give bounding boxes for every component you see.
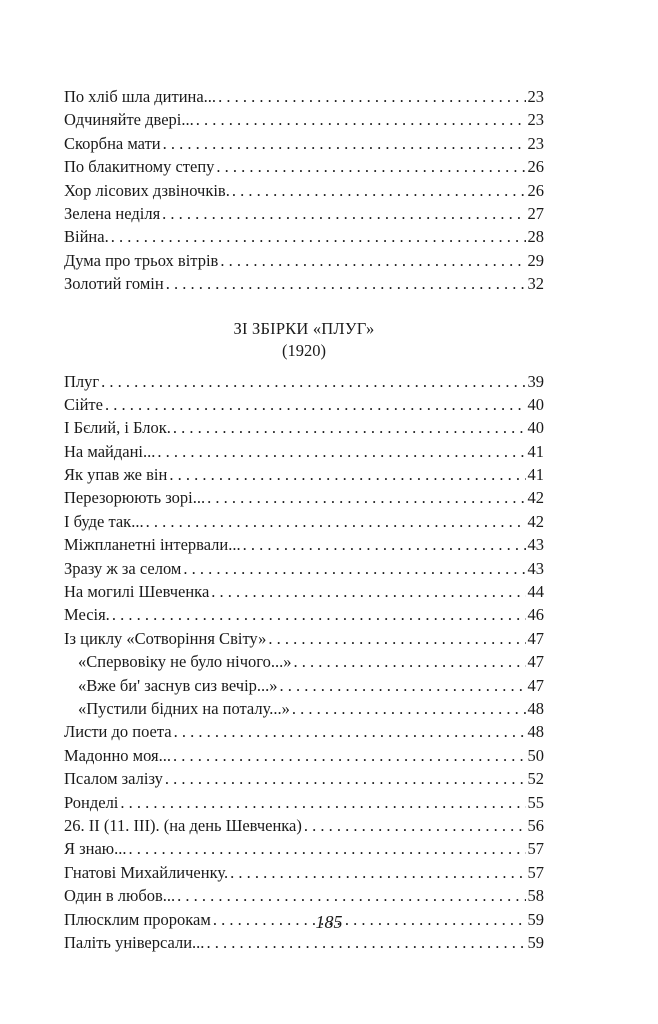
dot-leader	[120, 791, 525, 814]
toc-entry-title: Золотий гомін	[64, 274, 164, 294]
toc-entry-page: 48	[527, 698, 544, 718]
toc-entry-page: 26	[527, 180, 544, 200]
toc-list-top	[64, 85, 544, 296]
toc-entry	[64, 416, 544, 439]
toc-entry	[64, 720, 544, 743]
toc-entry-title: Ронделі	[64, 792, 119, 812]
toc-entry-title: Листи до поета	[64, 722, 172, 742]
toc-entry	[64, 370, 544, 393]
dot-leader	[304, 814, 526, 837]
dot-leader	[101, 370, 525, 393]
toc-entry	[64, 697, 544, 720]
dot-leader	[162, 202, 525, 225]
toc-entry	[64, 627, 544, 650]
dot-leader	[157, 440, 525, 463]
toc-entry-page: 52	[527, 769, 544, 789]
dot-leader	[207, 486, 525, 509]
toc-entry-title: «Вже би' заснув сиз вечір...»	[78, 675, 278, 695]
toc-list-section	[64, 370, 544, 955]
dot-leader	[232, 179, 526, 202]
toc-entry-page: 43	[527, 535, 544, 555]
toc-entry-page: 26	[527, 157, 544, 177]
toc-entry	[64, 931, 544, 954]
toc-entry-page: 59	[527, 909, 544, 929]
toc-entry-page: 40	[527, 394, 544, 414]
toc-entry-title: Хор лісових дзвіночків.	[64, 180, 230, 200]
toc-entry-page: 29	[527, 250, 544, 270]
toc-entry	[64, 85, 544, 108]
toc-entry-title: І буде так...	[64, 511, 144, 531]
toc-entry-page: 32	[527, 274, 544, 294]
dot-leader	[230, 861, 525, 884]
dot-leader	[218, 85, 525, 108]
toc-page	[64, 85, 544, 954]
toc-entry-title: Одчиняйте двері...	[64, 110, 194, 130]
toc-entry-page: 23	[527, 133, 544, 153]
toc-entry-page: 50	[527, 745, 544, 765]
toc-entry-page: 23	[527, 110, 544, 130]
toc-entry-page: 48	[527, 722, 544, 742]
dot-leader	[206, 931, 525, 954]
toc-entry	[64, 225, 544, 248]
toc-entry-title: На могилі Шевченка	[64, 582, 210, 602]
dot-leader	[174, 720, 526, 743]
toc-entry-page: 47	[527, 675, 544, 695]
toc-entry	[64, 249, 544, 272]
toc-entry-title: На майдані...	[64, 441, 156, 461]
toc-entry	[64, 603, 544, 626]
toc-entry	[64, 650, 544, 673]
dot-leader	[166, 272, 526, 295]
dot-leader	[280, 674, 526, 697]
toc-entry-page: 56	[527, 815, 544, 835]
toc-entry	[64, 463, 544, 486]
toc-entry-page: 39	[527, 371, 544, 391]
toc-entry-title: І Бєлий, і Блок.	[64, 418, 171, 438]
toc-entry-title: Один в любов...	[64, 886, 176, 906]
toc-entry-title: Війна.	[64, 227, 109, 247]
section-heading	[64, 318, 544, 362]
toc-entry	[64, 132, 544, 155]
dot-leader	[211, 580, 525, 603]
dot-leader	[129, 837, 526, 860]
dot-leader	[196, 108, 526, 131]
toc-entry	[64, 674, 544, 697]
toc-entry-title: Скорбна мати	[64, 133, 161, 153]
toc-entry-title: Зразу ж за селом	[64, 558, 182, 578]
dot-leader	[165, 767, 526, 790]
toc-entry-page: 23	[527, 87, 544, 106]
dot-leader	[111, 225, 526, 248]
dot-leader	[173, 416, 526, 439]
toc-entry	[64, 108, 544, 131]
toc-entry	[64, 837, 544, 860]
toc-entry	[64, 557, 544, 580]
toc-entry-title: Плюсклим пророкам	[64, 909, 211, 929]
toc-entry-title: Із циклу «Сотворіння Світу»	[64, 628, 267, 648]
toc-entry-title: По хліб шла дитина...	[64, 87, 217, 106]
toc-entry	[64, 486, 544, 509]
toc-entry-title: Месія.	[64, 605, 110, 625]
toc-entry-title: Плуг	[64, 371, 100, 391]
toc-entry-title: Сійте	[64, 394, 103, 414]
dot-leader	[146, 510, 526, 533]
dot-leader	[112, 603, 526, 626]
toc-entry-page: 46	[527, 605, 544, 625]
toc-entry-page: 55	[527, 792, 544, 812]
toc-entry	[64, 814, 544, 837]
page-number: 185	[315, 912, 343, 932]
dot-leader	[220, 249, 525, 272]
dot-leader	[105, 393, 526, 416]
toc-entry-page: 57	[527, 862, 544, 882]
toc-entry	[64, 580, 544, 603]
toc-entry-title: Як упав же він	[64, 465, 168, 485]
toc-entry-page: 59	[527, 932, 544, 952]
toc-entry-title: Перезорюють зорі...	[64, 488, 206, 508]
toc-entry-title: Я знаю...	[64, 839, 127, 859]
toc-entry	[64, 202, 544, 225]
toc-entry-title: Паліть універсали...	[64, 932, 205, 952]
dot-leader	[177, 884, 525, 907]
dot-leader	[163, 132, 526, 155]
section-year: (1920)	[282, 340, 326, 360]
toc-entry-page: 43	[527, 558, 544, 578]
toc-entry	[64, 861, 544, 884]
toc-entry-title: По блакитному степу	[64, 157, 215, 177]
toc-entry-title: Гнатові Михайличенку.	[64, 862, 229, 882]
dot-leader	[243, 533, 526, 556]
toc-entry-title: 26. II (11. III). (на день Шевченка)	[64, 815, 302, 835]
dot-leader	[183, 557, 525, 580]
dot-leader	[169, 463, 525, 486]
toc-entry	[64, 510, 544, 533]
dot-leader	[216, 155, 525, 178]
toc-entry	[64, 884, 544, 907]
toc-entry-title: Мадонно моя...	[64, 745, 172, 765]
section-title: ЗІ ЗБІРКИ «ПЛУГ»	[233, 318, 375, 338]
toc-entry-page: 28	[527, 227, 544, 247]
toc-entry	[64, 533, 544, 556]
toc-entry	[64, 767, 544, 790]
toc-entry-page: 40	[527, 418, 544, 438]
toc-entry-page: 57	[527, 839, 544, 859]
toc-entry-page: 27	[527, 203, 544, 223]
toc-entry-page: 41	[527, 465, 544, 485]
toc-entry-title: Дума про трьох вітрів	[64, 250, 219, 270]
toc-entry	[64, 155, 544, 178]
dot-leader	[292, 697, 526, 720]
toc-entry	[64, 440, 544, 463]
toc-entry-title: Псалом залізу	[64, 769, 163, 789]
toc-entry	[64, 272, 544, 295]
toc-entry-page: 47	[527, 628, 544, 648]
toc-entry-page: 42	[527, 488, 544, 508]
toc-entry-page: 58	[527, 886, 544, 906]
toc-entry	[64, 791, 544, 814]
toc-entry-title: «Спервовіку не було нічого...»	[78, 652, 292, 672]
dot-leader	[173, 744, 525, 767]
toc-entry	[64, 744, 544, 767]
dot-leader	[294, 650, 526, 673]
toc-entry-page: 44	[527, 582, 544, 602]
toc-entry-page: 41	[527, 441, 544, 461]
toc-entry	[64, 179, 544, 202]
toc-entry	[64, 393, 544, 416]
toc-entry-title: Зелена неділя	[64, 203, 161, 223]
toc-entry-page: 47	[527, 652, 544, 672]
dot-leader	[268, 627, 525, 650]
toc-entry-title: «Пустили бідних на поталу...»	[78, 698, 290, 718]
toc-entry-page: 42	[527, 511, 544, 531]
toc-entry-title: Міжпланетні інтервали...	[64, 535, 241, 555]
